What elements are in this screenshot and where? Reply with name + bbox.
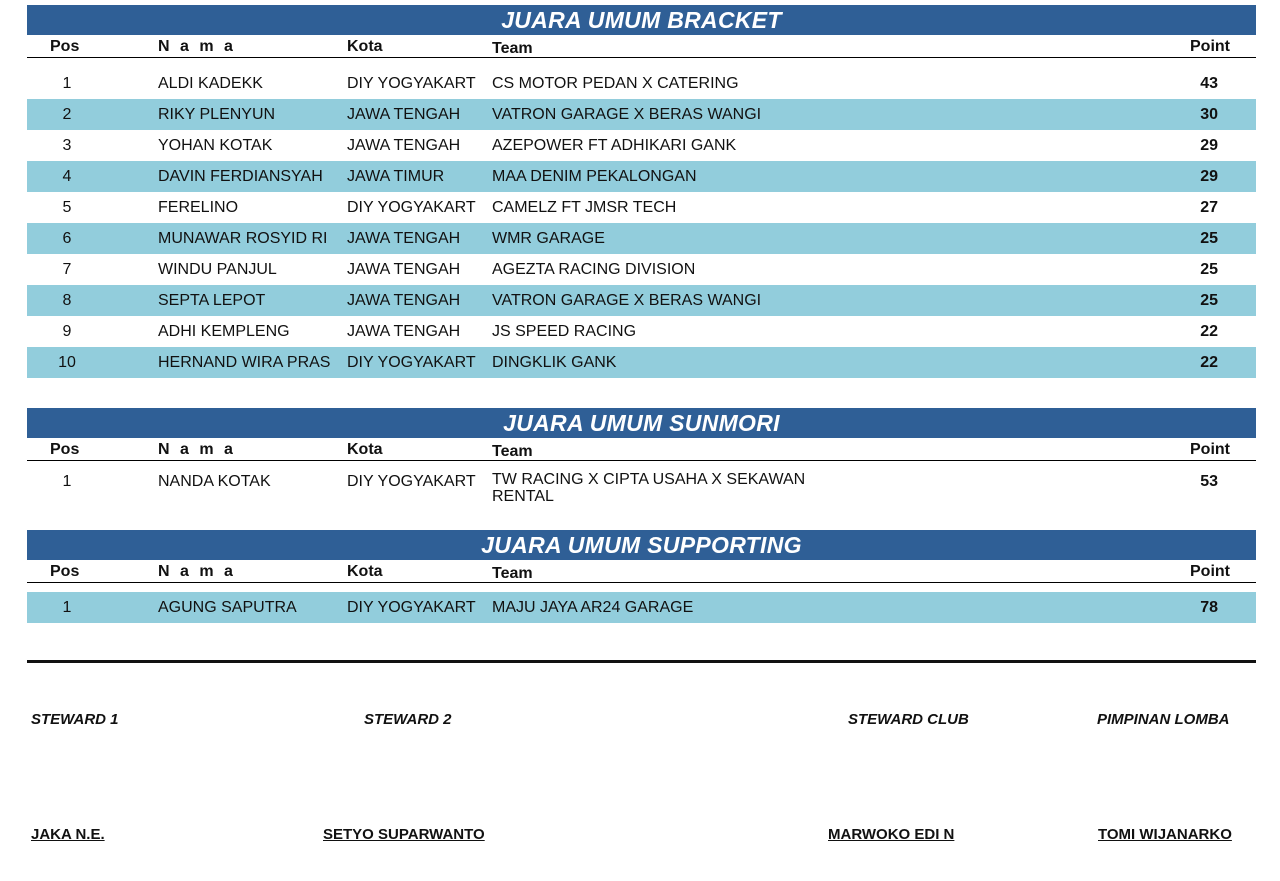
supporting-section <box>27 530 1256 623</box>
cell-kota: DIY YOGYAKART <box>347 199 476 216</box>
header-nama: N a m a <box>158 563 236 580</box>
cell-nama: WINDU PANJUL <box>158 261 277 278</box>
table-row <box>27 347 1256 378</box>
cell-kota: JAWA TENGAH <box>347 261 461 278</box>
cell-team: MAJU JAYA AR24 GARAGE <box>492 599 694 616</box>
cell-nama: ADHI KEMPLENG <box>158 323 290 340</box>
cell-team: CS MOTOR PEDAN X CATERING <box>492 75 739 92</box>
cell-point: 25 <box>1200 261 1218 278</box>
cell-nama: HERNAND WIRA PRAS <box>158 354 331 371</box>
header-team: Team <box>492 565 533 582</box>
cell-nama: SEPTA LEPOT <box>158 292 266 309</box>
cell-nama: AGUNG SAPUTRA <box>158 599 297 616</box>
column-header-row <box>27 35 1256 58</box>
cell-kota: JAWA TIMUR <box>347 168 445 185</box>
cell-team: MAA DENIM PEKALONGAN <box>492 168 697 185</box>
cell-pos: 9 <box>62 323 72 340</box>
header-pos: Pos <box>50 38 80 55</box>
cell-team: VATRON GARAGE X BERAS WANGI <box>492 106 762 123</box>
cell-point: 29 <box>1200 168 1218 185</box>
table-row <box>27 592 1256 623</box>
table-row <box>27 99 1256 130</box>
cell-team: CAMELZ FT JMSR TECH <box>492 199 677 216</box>
table-row <box>27 161 1256 192</box>
cell-pos: 8 <box>62 292 72 309</box>
cell-point: 53 <box>1200 473 1218 490</box>
cell-kota: DIY YOGYAKART <box>347 354 476 371</box>
cell-kota: DIY YOGYAKART <box>347 473 476 490</box>
table-row <box>27 285 1256 316</box>
cell-point: 30 <box>1200 106 1218 123</box>
cell-team: AGEZTA RACING DIVISION <box>492 261 696 278</box>
team-line: TW RACING X CIPTA USAHA X SEKAWAN <box>492 471 806 488</box>
cell-team: DINGKLIK GANK <box>492 354 617 371</box>
cell-team: WMR GARAGE <box>492 230 605 247</box>
signature-name-steward-club: MARWOKO EDI N <box>828 826 955 843</box>
header-kota: Kota <box>347 563 383 580</box>
cell-pos: 4 <box>62 168 72 185</box>
cell-kota: JAWA TENGAH <box>347 292 461 309</box>
header-nama: N a m a <box>158 441 236 458</box>
cell-pos: 10 <box>58 354 76 371</box>
cell-nama: YOHAN KOTAK <box>158 137 273 154</box>
cell-nama: RIKY PLENYUN <box>158 106 276 123</box>
signature-role-steward-club: STEWARD CLUB <box>848 711 969 728</box>
cell-kota: DIY YOGYAKART <box>347 75 476 92</box>
header-point: Point <box>1190 38 1230 55</box>
cell-team <box>492 471 912 503</box>
cell-kota: DIY YOGYAKART <box>347 599 476 616</box>
cell-pos: 2 <box>62 106 72 123</box>
cell-team: VATRON GARAGE X BERAS WANGI <box>492 292 762 309</box>
table-row <box>27 68 1256 99</box>
header-team: Team <box>492 40 533 57</box>
team-line: RENTAL <box>492 488 554 503</box>
cell-kota: JAWA TENGAH <box>347 230 461 247</box>
cell-nama: ALDI KADEKK <box>158 75 263 92</box>
signature-name-pimpinan-lomba: TOMI WIJANARKO <box>1098 826 1232 843</box>
cell-pos: 1 <box>62 75 72 92</box>
cell-point: 22 <box>1200 323 1218 340</box>
header-nama: N a m a <box>158 38 236 55</box>
header-pos: Pos <box>50 441 80 458</box>
header-point: Point <box>1190 563 1230 580</box>
cell-nama: DAVIN FERDIANSYAH <box>158 168 323 185</box>
cell-nama: MUNAWAR ROSYID RI <box>158 230 328 247</box>
cell-team: JS SPEED RACING <box>492 323 637 340</box>
cell-kota: JAWA TENGAH <box>347 106 461 123</box>
table-row <box>27 192 1256 223</box>
table-row <box>27 254 1256 285</box>
cell-point: 43 <box>1200 75 1218 92</box>
cell-point: 29 <box>1200 137 1218 154</box>
header-kota: Kota <box>347 38 383 55</box>
table-row <box>27 130 1256 161</box>
cell-pos: 5 <box>62 199 72 216</box>
signature-role-pimpinan-lomba: PIMPINAN LOMBA <box>1097 711 1230 728</box>
cell-point: 78 <box>1200 599 1218 616</box>
header-team: Team <box>492 443 533 460</box>
divider <box>27 660 1256 663</box>
column-header-row <box>27 560 1256 583</box>
cell-nama: NANDA KOTAK <box>158 473 271 490</box>
cell-pos: 1 <box>62 473 72 490</box>
signature-role-steward-2: STEWARD 2 <box>364 711 452 728</box>
cell-pos: 3 <box>62 137 72 154</box>
cell-point: 25 <box>1200 292 1218 309</box>
cell-pos: 6 <box>62 230 72 247</box>
cell-kota: JAWA TENGAH <box>347 323 461 340</box>
section-title: JUARA UMUM SUNMORI <box>27 408 1256 438</box>
table-row <box>27 316 1256 347</box>
cell-pos: 7 <box>62 261 72 278</box>
table-row <box>27 461 1256 503</box>
bracket-section <box>27 5 1256 378</box>
cell-point: 27 <box>1200 199 1218 216</box>
header-pos: Pos <box>50 563 80 580</box>
table-row <box>27 223 1256 254</box>
signature-name-steward-1: JAKA N.E. <box>31 826 105 843</box>
sunmori-section <box>27 408 1256 503</box>
header-kota: Kota <box>347 441 383 458</box>
cell-point: 25 <box>1200 230 1218 247</box>
signature-name-steward-2: SETYO SUPARWANTO <box>323 826 485 843</box>
cell-kota: JAWA TENGAH <box>347 137 461 154</box>
cell-point: 22 <box>1200 354 1218 371</box>
cell-team: AZEPOWER FT ADHIKARI GANK <box>492 137 737 154</box>
cell-nama: FERELINO <box>158 199 239 216</box>
header-point: Point <box>1190 441 1230 458</box>
cell-pos: 1 <box>62 599 72 616</box>
signature-role-steward-1: STEWARD 1 <box>31 711 119 728</box>
section-title: JUARA UMUM BRACKET <box>27 5 1256 35</box>
section-title: JUARA UMUM SUPPORTING <box>27 530 1256 560</box>
column-header-row <box>27 438 1256 461</box>
